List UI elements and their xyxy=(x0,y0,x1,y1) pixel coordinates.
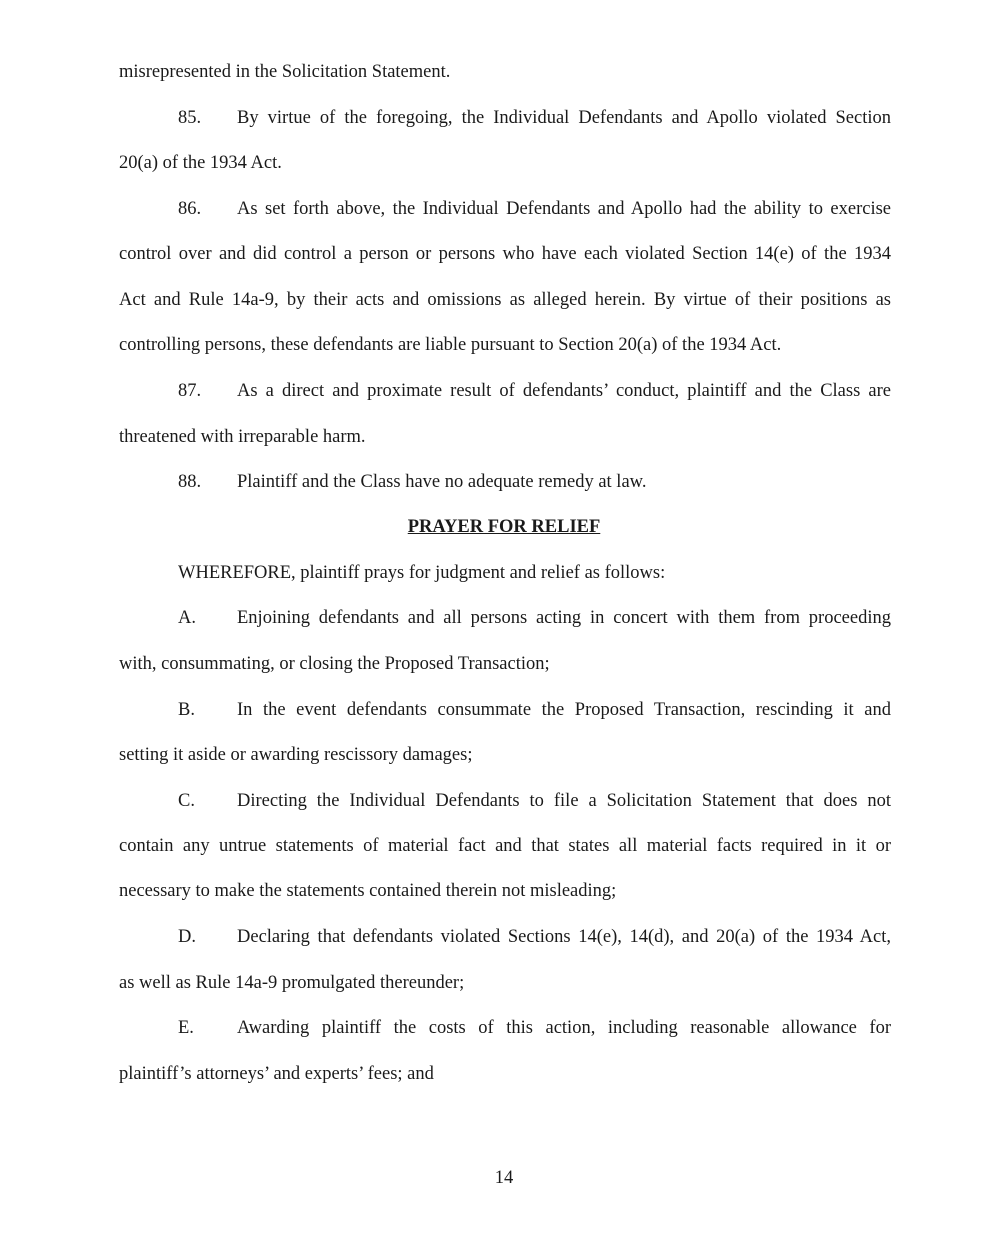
paragraph-87-number: 87. xyxy=(178,381,202,401)
relief-d-line-1: Declaring that defendants violated Sections 14(e), 14(d), and 20(a) of the 1934 Act, xyxy=(237,927,891,947)
relief-d-letter: D. xyxy=(178,927,196,947)
paragraph-88-line-1: Plaintiff and the Class have no adequate remedy at law. xyxy=(237,472,647,492)
relief-e-line-1: Awarding plaintiff the costs of this action, including reasonable allowance for xyxy=(237,1018,891,1038)
relief-a-letter: A. xyxy=(178,608,196,628)
paragraph-86-line-2: control over and did control a person or persons who have each violated Section 14(e) of the 1934 xyxy=(119,244,891,264)
relief-d-line-2: as well as Rule 14a-9 promulgated thereunder; xyxy=(119,973,465,993)
paragraph-85-line-1: By virtue of the foregoing, the Individual Defendants and Apollo violated Section xyxy=(237,108,891,128)
paragraph-87-line-1: As a direct and proximate result of defendants’ conduct, plaintiff and the Class are xyxy=(237,381,891,401)
paragraph-86-line-4: controlling persons, these defendants are liable pursuant to Section 20(a) of the 1934 Act. xyxy=(119,335,782,355)
relief-e-line-2: plaintiff’s attorneys’ and experts’ fees; and xyxy=(119,1064,434,1084)
relief-c-line-1: Directing the Individual Defendants to file a Solicitation Statement that does not xyxy=(237,791,891,811)
relief-c-letter: C. xyxy=(178,791,195,811)
section-heading-prayer-for-relief: PRAYER FOR RELIEF xyxy=(407,517,601,537)
relief-a-line-2: with, consummating, or closing the Proposed Transaction; xyxy=(119,654,550,674)
relief-b-letter: B. xyxy=(178,700,195,720)
relief-e-letter: E. xyxy=(178,1018,194,1038)
paragraph-86-line-1: As set forth above, the Individual Defendants and Apollo had the ability to exercise xyxy=(237,199,891,219)
page-number: 14 xyxy=(494,1168,514,1188)
paragraph-85-number: 85. xyxy=(178,108,202,128)
relief-c-line-2: contain any untrue statements of material fact and that states all material facts required in it or xyxy=(119,836,891,856)
paragraph-85-line-2: 20(a) of the 1934 Act. xyxy=(119,153,282,173)
paragraph-84-continuation: misrepresented in the Solicitation Statement. xyxy=(119,62,451,82)
wherefore-clause: WHEREFORE, plaintiff prays for judgment and relief as follows: xyxy=(178,563,666,583)
paragraph-88-number: 88. xyxy=(178,472,202,492)
paragraph-87-line-2: threatened with irreparable harm. xyxy=(119,427,366,447)
paragraph-86-line-3: Act and Rule 14a-9, by their acts and omissions as alleged herein. By virtue of their positions as xyxy=(119,290,891,310)
relief-c-line-3: necessary to make the statements contained therein not misleading; xyxy=(119,881,617,901)
relief-a-line-1: Enjoining defendants and all persons acting in concert with them from proceeding xyxy=(237,608,891,628)
relief-b-line-2: setting it aside or awarding rescissory damages; xyxy=(119,745,473,765)
paragraph-86-number: 86. xyxy=(178,199,202,219)
relief-b-line-1: In the event defendants consummate the Proposed Transaction, rescinding it and xyxy=(237,700,891,720)
